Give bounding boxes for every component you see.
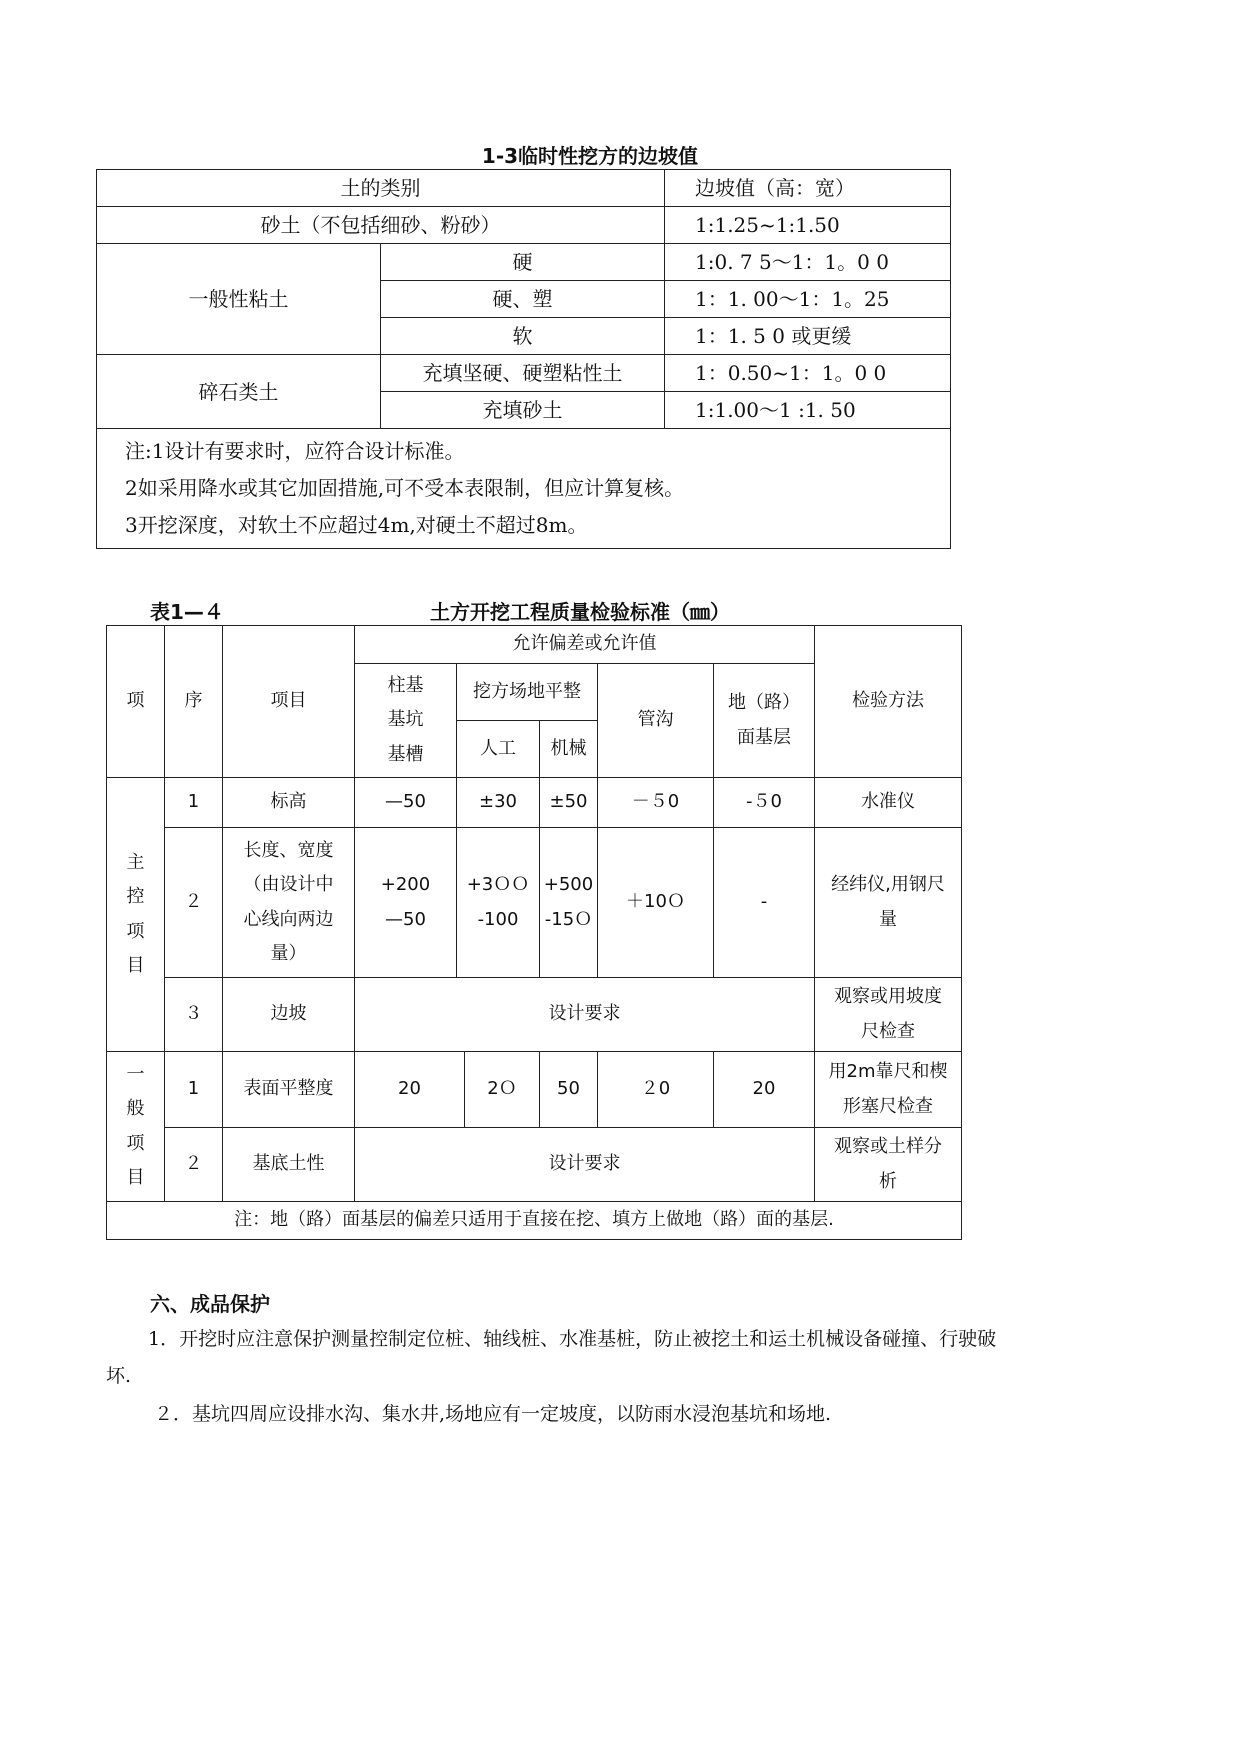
note-line: 注:1设计有要求时，应符合设计标准。 [125, 439, 465, 463]
manual-cell: 2Ｏ [465, 1052, 540, 1128]
clay-sub-value: 1：1. 00～1：1。25 [665, 281, 951, 318]
table1-notes [97, 429, 951, 549]
table-row [97, 429, 951, 549]
table2-note: 注：地（路）面基层的偏差只适用于直接在挖、填方上做地（路）面的基层. [107, 1202, 962, 1240]
header-pit: 柱基 基坑 基槽 [355, 664, 457, 778]
table-row [107, 1128, 962, 1202]
header-site: 挖方场地平整 [457, 664, 598, 721]
soil-clay: 一般性粘土 [97, 244, 381, 355]
table1-title: 1-3临时性挖方的边坡值 [481, 144, 699, 168]
machine-cell: ±50 [540, 778, 598, 828]
manual-cell: +3ＯＯ -100 [457, 828, 540, 978]
pit-cell: +200 —50 [355, 828, 457, 978]
table-row [97, 355, 951, 392]
table2-title: 土方开挖工程质量检验标准（㎜） [430, 600, 730, 624]
project-cell: 基底土性 [223, 1128, 355, 1202]
section-paragraph-1: 1．开挖时应注意保护测量控制定位桩、轴线桩、水准基桩，防止被挖土和运土机械设备碰撞、行驶破坏. [106, 1328, 997, 1387]
project-cell: 边坡 [223, 978, 355, 1052]
method-cell: 经纬仪,用钢尺 量 [815, 828, 962, 978]
general-group-label: 一 般 项 目 [107, 1052, 165, 1202]
table-row [107, 1052, 962, 1128]
clay-sub-label: 软 [381, 318, 665, 355]
seq-cell: 1 [165, 778, 223, 828]
note-line: 3开挖深度，对软土不应超过4m,对硬土不超过8m。 [125, 513, 588, 537]
method-cell: 水准仪 [815, 778, 962, 828]
ditch-cell: －５0 [598, 778, 714, 828]
ditch-cell: ２0 [598, 1052, 714, 1128]
clay-sub-label: 硬 [381, 244, 665, 281]
project-cell: 标高 [223, 778, 355, 828]
header-slope: 边坡值（高：宽） [665, 170, 951, 207]
seq-cell: ２ [165, 1128, 223, 1202]
header-seq: 序 [165, 626, 223, 778]
road-cell: -５0 [714, 778, 815, 828]
seq-cell: ２ [165, 828, 223, 978]
inspection-table [106, 625, 962, 1240]
span-cell: 设计要求 [355, 978, 815, 1052]
clay-sub-label: 硬、塑 [381, 281, 665, 318]
gravel-sub-label: 充填坚硬、硬塑粘性土 [381, 355, 665, 392]
ditch-cell: ＋10Ｏ [598, 828, 714, 978]
table2-label: 表1—４ [150, 600, 224, 624]
pit-cell: 20 [355, 1052, 465, 1128]
gravel-sub-value: 1：0.50~1：1。0 0 [665, 355, 951, 392]
table-row [107, 828, 962, 978]
header-allow: 允许偏差或允许值 [355, 626, 815, 664]
table-row [97, 207, 951, 244]
road-cell: - [714, 828, 815, 978]
method-cell: 用2m靠尺和楔 形塞尺检查 [815, 1052, 962, 1128]
machine-cell: +500 -15Ｏ [540, 828, 598, 978]
project-cell: 表面平整度 [223, 1052, 355, 1128]
gravel-sub-label: 充填砂土 [381, 392, 665, 429]
header-soil: 土的类别 [97, 170, 665, 207]
header-item: 项 [107, 626, 165, 778]
main-group-label: 主 控 项 目 [107, 778, 165, 1052]
span-cell: 设计要求 [355, 1128, 815, 1202]
section-paragraph-2: ２．基坑四周应设排水沟、集水井,场地应有一定坡度，以防雨水浸泡基坑和场地. [154, 1403, 832, 1425]
slope-sand: 1:1.25~1:1.50 [665, 207, 951, 244]
header-machine: 机械 [540, 721, 598, 778]
header-method: 检验方法 [815, 626, 962, 778]
note-line: 2如采用降水或其它加固措施,可不受本表限制，但应计算复核。 [125, 476, 685, 500]
road-cell: 20 [714, 1052, 815, 1128]
manual-cell: ±30 [457, 778, 540, 828]
machine-cell: 50 [540, 1052, 598, 1128]
clay-sub-value: 1：1. 5 0 或更缓 [665, 318, 951, 355]
table-row [97, 244, 951, 281]
header-project: 项目 [223, 626, 355, 778]
soil-gravel: 碎石类土 [97, 355, 381, 429]
table-row [107, 626, 962, 664]
slope-table [96, 169, 951, 549]
header-manual: 人工 [457, 721, 540, 778]
section-heading: 六、成品保护 [150, 1292, 270, 1316]
table-row [107, 778, 962, 828]
method-cell: 观察或用坡度 尺检查 [815, 978, 962, 1052]
header-ditch: 管沟 [598, 664, 714, 778]
pit-cell: —50 [355, 778, 457, 828]
header-road: 地（路） 面基层 [714, 664, 815, 778]
table-row [107, 1202, 962, 1240]
clay-sub-value: 1:0. 7 5～1：1。0 0 [665, 244, 951, 281]
gravel-sub-value: 1:1.00～1 :1. 50 [665, 392, 951, 429]
table-row [97, 170, 951, 207]
method-cell: 观察或土样分 析 [815, 1128, 962, 1202]
table-row [107, 978, 962, 1052]
seq-cell: 1 [165, 1052, 223, 1128]
project-cell: 长度、宽度 （由设计中 心线向两边 量） [223, 828, 355, 978]
soil-sand: 砂土（不包括细砂、粉砂） [97, 207, 665, 244]
seq-cell: ３ [165, 978, 223, 1052]
